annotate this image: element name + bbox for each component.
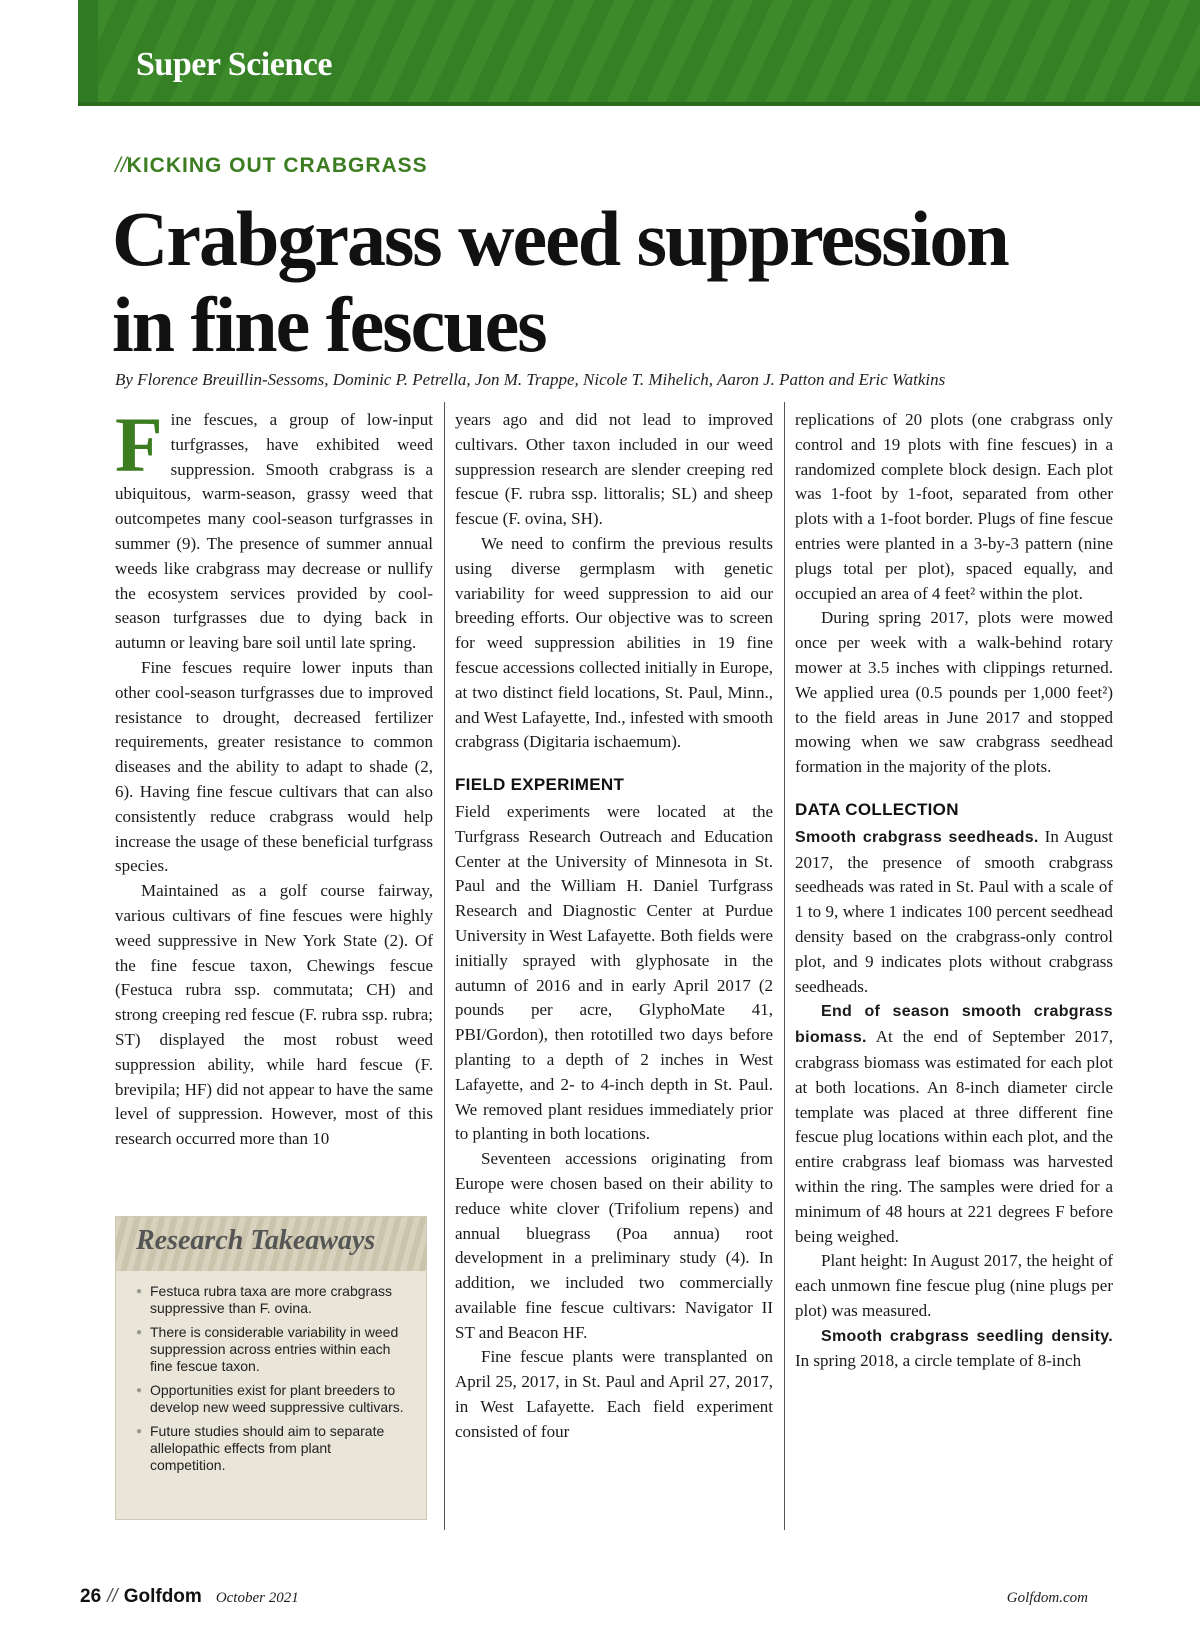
run-in-heading: Smooth crabgrass seedling density. xyxy=(821,1327,1113,1345)
paragraph: years ago and did not lead to improved cultivars. Other taxon included in our weed suppression research are slender creeping red fescue (F. rubra ssp. littoralis; SL) and sheep fescue (F. ovina, SH). xyxy=(455,410,773,529)
kicker-text: KICKING OUT CRABGRASS xyxy=(126,154,428,177)
list-item: ● Opportunities exist for plant breeders to develop new weed suppressive cultivars. xyxy=(138,1382,410,1416)
drop-cap: F xyxy=(115,401,163,488)
banner-rule xyxy=(78,102,1200,106)
footer-slash: // xyxy=(107,1586,118,1607)
takeaways-list xyxy=(116,1271,426,1474)
paragraph: Fine fescues require lower inputs than other cool-season turfgrasses due to improved resistance to drought, decreased fertilizer requirements, greater resistance to common diseases and the ability to adapt to shade (2, 6). Having fine fescue cultivars that can also consistently reduce crabgrass would help increase the usage of these beneficial turfgrass species. xyxy=(115,657,433,876)
article-column-3 xyxy=(795,408,1113,1374)
section-title: Super Science xyxy=(136,46,332,83)
paragraph: Plant height: In August 2017, the height of each unmown fine fescue plug (nine plugs per plot) was measured. xyxy=(795,1251,1113,1320)
kicker-slashes: // xyxy=(115,154,127,177)
takeaways-header xyxy=(116,1217,426,1271)
paragraph-text: ine fescues, a group of low-input turfgrasses, have exhibited weed suppression. Smooth crabgrass is a ubiquitous, warm-season, grassy weed that outcompetes many cool-season turfgrasses in summer (9). The presence of summer annual weeds like crabgrass may decrease or nullify the ecosystem services provided by cool-season turfgrasses due to dying back in autumn or leaving bare soil until late spring. xyxy=(115,410,433,653)
takeaways-title: Research Takeaways xyxy=(136,1225,376,1256)
article-column-2 xyxy=(455,408,773,1445)
paragraph: Seventeen accessions originating from Europe were chosen based on their ability to reduce white clover (Trifolium repens) and annual bluegrass (Poa annua) root development in a preliminary study (4). In addition, we included two commercially available fine fescue cultivars: Navigator II ST and Beacon HF. xyxy=(455,1149,773,1342)
run-in-heading: Smooth crabgrass seedheads. xyxy=(795,828,1039,846)
paragraph-text: In spring 2018, a circle template of 8-inch xyxy=(795,1351,1082,1371)
website: Golfdom.com xyxy=(1006,1590,1088,1606)
paragraph xyxy=(795,825,1113,1000)
headline-line-2: in fine fescues xyxy=(112,281,546,368)
issue-date: October 2021 xyxy=(215,1590,299,1606)
kicker xyxy=(115,154,428,178)
headline-line-1: Crabgrass weed suppression xyxy=(112,195,1008,282)
paragraph xyxy=(115,401,433,656)
paragraph: We need to confirm the previous results using diverse germplasm with genetic variability for weed suppression to aid our breeding efforts. Our objective was to screen for weed suppression abilities in 19 fine fescue accessions collected initially in Europe, at two distinct field locations, St. Paul, Minn., and West Lafayette, Ind., infested with smooth crabgrass (Digitaria ischaemum). xyxy=(455,533,773,752)
paragraph: replications of 20 plots (one crabgrass only control and 19 plots with fine fescues) in a randomized complete block design. Each plot was 1-foot by 1-foot, separated from other plots with a 1-foot border. Plugs of fine fescue entries were planted in a 3-by-3 pattern (nine plugs total per plot), spaced equally, and occupied an area of 4 feet² within the plot. xyxy=(795,410,1113,603)
paragraph-text: In August 2017, the presence of smooth crabgrass seedheads was rated in St. Paul with a scale of 1 to 9, where 1 indicates 100 percent seedhead density based on the crabgrass-only control plot, and 9 indicates plots without crabgrass seedheads. xyxy=(795,826,1113,996)
list-item: ● There is considerable variability in weed suppression across entries within each fine fescue taxon. xyxy=(138,1324,410,1375)
section-heading: DATA COLLECTION xyxy=(795,799,959,819)
column-rule xyxy=(444,402,445,1530)
page-number: 26 xyxy=(80,1586,102,1607)
list-item: ● Festuca rubra taxa are more crabgrass suppressive than F. ovina. xyxy=(138,1283,410,1317)
paragraph xyxy=(795,999,1113,1249)
page-footer xyxy=(80,1586,299,1608)
run-in-heading: End of season smooth crabgrass biomass. xyxy=(795,1003,1113,1047)
headline xyxy=(112,196,1152,368)
article-column-1 xyxy=(115,401,433,1152)
column-rule xyxy=(784,402,785,1530)
list-item: ● Future studies should aim to separate allelopathic effects from plant competition. xyxy=(138,1423,410,1474)
section-heading: FIELD EXPERIMENT xyxy=(455,775,625,795)
research-takeaways-box xyxy=(115,1216,427,1520)
byline: By Florence Breuillin-Sessoms, Dominic P. Petrella, Jon M. Trappe, Nicole T. Mihelich, Aaron J. Patton and Eric Watkins xyxy=(115,370,946,389)
paragraph: Fine fescue plants were transplanted on April 25, 2017, in St. Paul and April 27, 2017, in West Lafayette. Each field experiment consisted of four xyxy=(455,1347,773,1441)
paragraph: Maintained as a golf course fairway, various cultivars of fine fescues were highly weed suppressive in New York State (2). Of the fine fescue taxon, Chewings fescue (Festuca rubra ssp. commutata; CH) and strong creeping red fescue (F. rubra ssp. rubra; ST) displayed the most robust weed suppression ability, while hard fescue (F. brevipila; HF) did not appear to have the same level of suppression. However, most of this research occurred more than 10 xyxy=(115,881,433,1149)
paragraph xyxy=(795,1324,1113,1375)
paragraph: Field experiments were located at the Turfgrass Research Outreach and Education Center at the University of Minnesota in St. Paul and the William H. Daniel Turfgrass Research and Diagnostic Center at Purdue University in West Lafayette. Both fields were initially sprayed with glyphosate in the autumn of 2016 and in early April 2017 (2 pounds per acre, GlyphoMate 41, PBI/Gordon), then rototilled two days before planting to a depth of 2 inches in West Lafayette, and 2- to 4-inch depth in St. Paul. We removed plant residues immediately prior to planting in both locations. xyxy=(455,801,773,1144)
magazine-name: Golfdom xyxy=(123,1586,202,1607)
paragraph-text: At the end of September 2017, crabgrass biomass was estimated for each plot at both locations. An 8-inch diameter circle template was placed at three different fine fescue plug locations within each plot, and the entire crabgrass leaf biomass was harvested within the ring. The samples were dried for a minimum of 48 hours at 221 degrees F before being weighed. xyxy=(795,1027,1113,1246)
paragraph: During spring 2017, plots were mowed once per week with a walk-behind rotary mower at 3.5 inches with clippings returned. We applied urea (0.5 pounds per 1,000 feet²) to the field areas in June 2017 and stopped mowing when we saw crabgrass seedhead formation in the majority of the plots. xyxy=(795,608,1113,777)
